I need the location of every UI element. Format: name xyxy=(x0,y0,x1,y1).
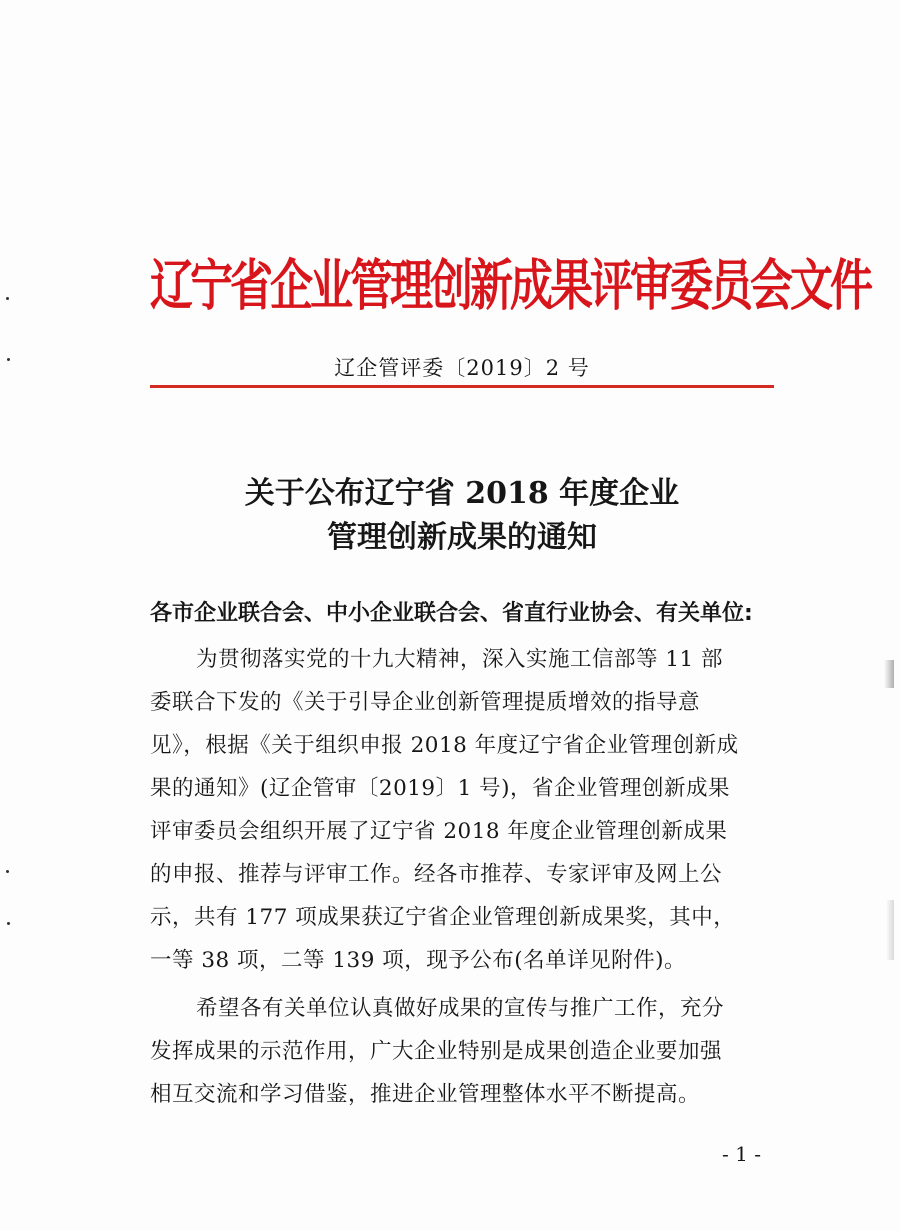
page-number: - 1 - xyxy=(722,1142,761,1166)
body-line-6: 的申报、推荐与评审工作。经各市推荐、专家评审及网上公 xyxy=(150,862,723,887)
body-line-3: 见》，根据《关于组织申报 2018 年度辽宁省企业管理创新成 xyxy=(150,733,739,758)
body-line-4: 果的通知》(辽企管审〔2019〕1 号)，省企业管理创新成果 xyxy=(150,776,731,801)
scan-speck xyxy=(7,922,10,925)
body-line-7: 示，共有 177 项成果获辽宁省企业管理创新成果奖，其中， xyxy=(150,905,736,930)
body-line-5: 评审委员会组织开展了辽宁省 2018 年度企业管理创新成果 xyxy=(150,819,728,844)
body-line-10: 发挥成果的示范作用，广大企业特别是成果创造企业要加强 xyxy=(150,1039,723,1064)
body-line-11: 相互交流和学习借鉴，推进企业管理整体水平不断提高。 xyxy=(150,1082,701,1107)
body-line-8: 一等 38 项，二等 139 项，现予公布(名单详见附件)。 xyxy=(150,948,687,973)
body-line-9: 希望各有关单位认真做好成果的宣传与推广工作，充分 xyxy=(196,996,725,1021)
scan-edge-shadow xyxy=(886,900,894,960)
scan-edge-shadow xyxy=(884,660,894,688)
notice-title-line-2: 管理创新成果的通知 xyxy=(327,520,597,555)
header-red-rule xyxy=(150,385,774,388)
scan-speck xyxy=(7,358,10,361)
document-number: 辽企管评委〔2019〕2 号 xyxy=(334,356,590,380)
notice-title-line-1: 关于公布辽宁省 2018 年度企业 xyxy=(244,476,680,511)
body-line-2: 委联合下发的《关于引导企业创新管理提质增效的指导意 xyxy=(150,690,701,715)
scan-speck xyxy=(6,297,9,300)
body-line-1: 为贯彻落实党的十九大精神，深入实施工信部等 11 部 xyxy=(196,647,724,672)
addressee-line: 各市企业联合会、中小企业联合会、省直行业协会、有关单位: xyxy=(150,601,753,626)
scan-speck xyxy=(6,870,9,873)
document-header-title: 辽宁省企业管理创新成果评审委员会文件 xyxy=(150,254,870,319)
